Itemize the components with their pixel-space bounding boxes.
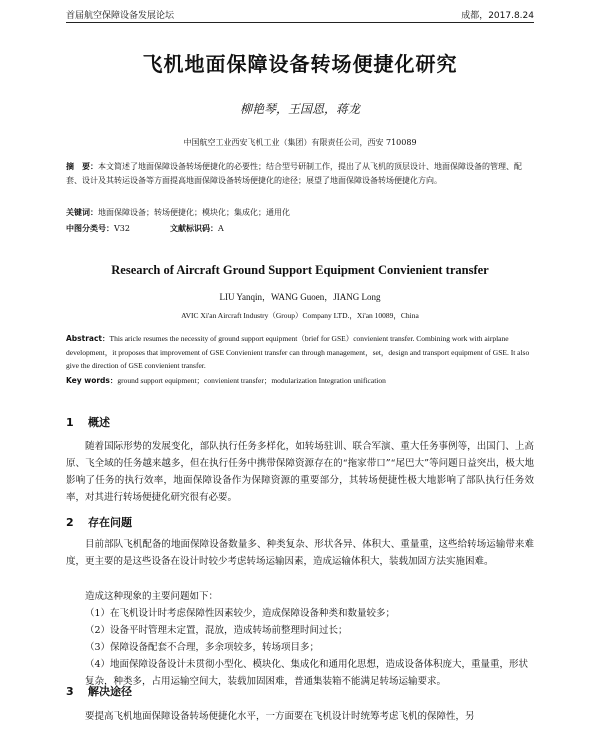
section-title: 存在问题 [88,516,132,529]
affiliation-english: AVIC Xi'an Aircraft Industry（Group）Company LTD.，Xi'an 10089，China [181,311,419,320]
cls-label: 中图分类号： [66,224,114,233]
list-item: （1）在飞机设计时考虑保障性因素较少，造成保障设备种类和数量较多； [85,608,396,619]
cls-value: V32 [114,224,130,233]
paragraph: 造成这种现象的主要问题如下： [85,591,219,602]
authors-english: LIU Yanqin，WANG Guoen，JIANG Long [219,292,381,302]
problem-list [66,605,534,690]
doc-code-value: A [217,224,224,233]
abstract-label-en: Abstract： [66,334,110,343]
section-number: 2 [66,516,74,529]
abstract-chinese [66,160,534,188]
keywords-label-cn: 关键词： [66,208,98,217]
section-heading-1 [66,414,110,430]
section-number: 1 [66,416,74,429]
section-heading-2 [66,514,132,530]
paragraph: 随着国际形势的发展变化，部队执行任务多样化，如转场驻训、联合军演、重大任务事例等，出国门、上高原、飞全域的任务越来越多，但在执行任务中携带保障资源存在的“拖家带口”“尾巴大”等问题日益突出，极大地影响了任务的执行效率，地面保障设备作为保障资源的重要部分，其转场便捷性极大地影响了部队执行任务效率，对其进行转场便捷化研究很有必要。 [66,441,534,503]
keywords-text-en: ground support equipment；convienient transfer；modularization Integration unification [117,376,386,385]
title-chinese: 飞机地面保障设备转场便捷化研究 [142,52,458,76]
running-header [66,8,534,20]
section-heading-3 [66,683,132,699]
authors-chinese: 柳艳琴，王国恩，蒋龙 [239,102,360,116]
list-item: （4）地面保障设备设计未贯彻小型化、模块化、集成化和通用化思想，造成设备体积庞大，重量重，形状复杂，种类多，占用运输空间大，装载加固困难，普通集装箱不能满足转场运输要求。 [85,659,529,687]
header-rule [66,22,534,23]
section-title: 概述 [88,416,110,429]
abstract-english [66,332,534,373]
header-date: 成都，2017.8.24 [461,11,534,21]
title-english: Research of Aircraft Ground Support Equipment Convienient transfer [111,263,489,277]
keywords-label-en: Key words： [66,376,118,385]
abstract-text-en: This aricle resumes the necessity of ground support equipment（brief for GSE）convienient transfer. Combining work with airplane development，it proposes that improvement of GSE Convienient transfer can through management，set，design and transport equipment of GSE. It also give the direction of GSE convienient transfer. [66,334,530,370]
paragraph: 目前部队飞机配备的地面保障设备数量多、种类复杂、形状各异、体积大、重量重，这些给转场运输带来难度，更主要的是这些设备在设计时较少考虑转场运输因素，造成运输体积大，装载加固方法实施困难。 [66,539,534,567]
classification-chinese [66,222,534,236]
list-item: （2）设备平时管理未定置，混放，造成转场前整理时间过长； [85,625,348,636]
section-title: 解决途径 [88,685,132,698]
section-number: 3 [66,685,74,698]
keywords-chinese [66,206,534,220]
list-item: （3）保障设备配套不合理，多余项较多，转场项目多； [85,642,320,653]
affiliation-chinese: 中国航空工业西安飞机工业（集团）有限责任公司，西安 710089 [183,138,417,147]
abstract-text-cn: 本文简述了地面保障设备转场便捷化的必要性；结合型号研制工作，提出了从飞机的顶层设计、地面保障设备的管理、配套、设计及其转运设备等方面提高地面保障设备转场便捷化的途径；展望了地面保障设备转场便捷化方向。 [66,162,522,185]
doc-code-label: 文献标识码： [169,224,218,233]
header-conference: 首届航空保障设备发展论坛 [66,11,175,21]
abstract-label-cn: 摘 要： [66,162,98,171]
keywords-text-cn: 地面保障设备；转场便捷化；模块化；集成化；通用化 [98,208,290,217]
keywords-english [66,374,534,388]
paragraph: 要提高飞机地面保障设备转场便捷化水平，一方面要在飞机设计时统筹考虑飞机的保障性，另 [85,711,475,722]
